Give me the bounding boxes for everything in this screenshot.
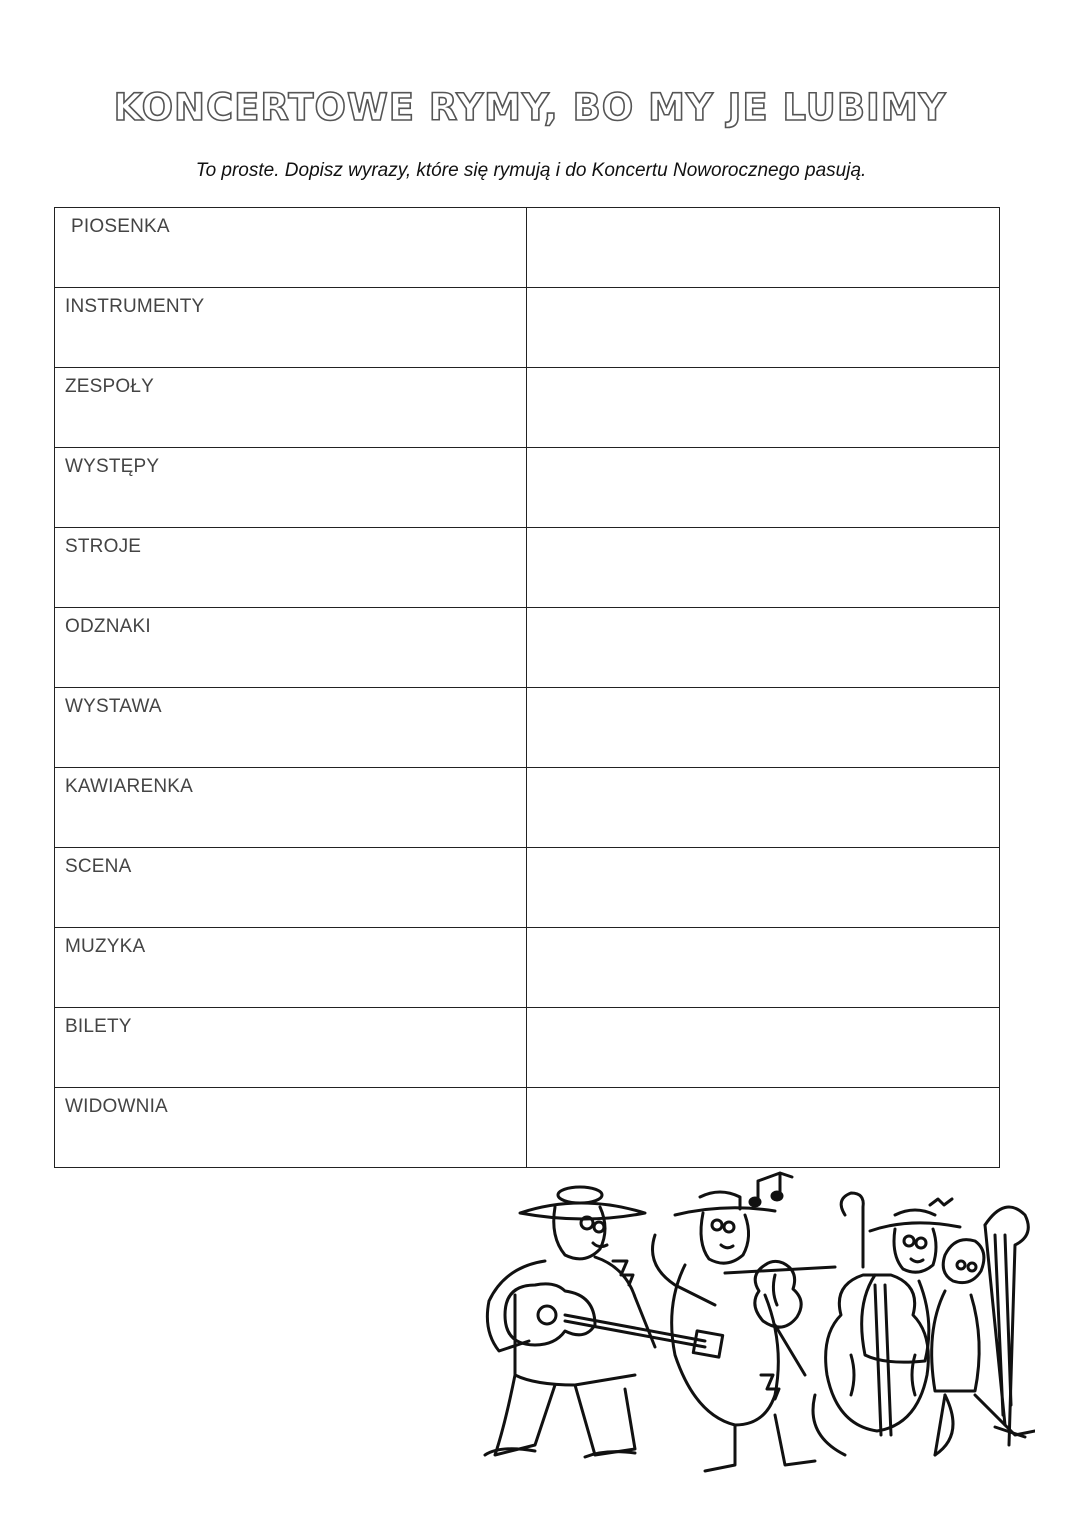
answer-cell[interactable]: [527, 688, 1000, 768]
answer-cell[interactable]: [527, 208, 1000, 288]
table-row: [55, 688, 1000, 768]
word-cell: STROJE: [55, 528, 527, 608]
answer-cell[interactable]: [527, 448, 1000, 528]
music-note-icon: [930, 1199, 952, 1205]
word-cell: WYSTĘPY: [55, 448, 527, 528]
answer-cell[interactable]: [527, 768, 1000, 848]
page-title: KONCERTOWE RYMY, BO MY JE LUBIMY: [113, 86, 947, 129]
table-row: [55, 208, 1000, 288]
answer-cell[interactable]: [527, 928, 1000, 1008]
answer-cell[interactable]: [527, 288, 1000, 368]
answer-cell[interactable]: [527, 1008, 1000, 1088]
word-cell: ODZNAKI: [55, 608, 527, 688]
table-row: [55, 608, 1000, 688]
music-note-icon: [750, 1173, 792, 1206]
word-cell: MUZYKA: [55, 928, 527, 1008]
table-row: [55, 848, 1000, 928]
word-cell: KAWIARENKA: [55, 768, 527, 848]
word-cell: SCENA: [55, 848, 527, 928]
band-musicians-illustration: [475, 1165, 1035, 1485]
harpist-figure: [932, 1207, 1035, 1455]
answer-cell[interactable]: [527, 608, 1000, 688]
table-row: [55, 1008, 1000, 1088]
word-cell: WIDOWNIA: [55, 1088, 527, 1168]
table-row: [55, 928, 1000, 1008]
answer-cell[interactable]: [527, 528, 1000, 608]
word-cell: BILETY: [55, 1008, 527, 1088]
guitarist-figure: [485, 1187, 723, 1457]
instruction-text: To proste. Dopisz wyrazy, które się rymują i do Koncertu Noworocznego pasują.: [195, 160, 867, 181]
table-row: [55, 448, 1000, 528]
violinist-figure: [653, 1192, 836, 1471]
answer-cell[interactable]: [527, 848, 1000, 928]
answer-cell[interactable]: [527, 1088, 1000, 1168]
table-row: [55, 768, 1000, 848]
table-row: [55, 1088, 1000, 1168]
word-cell: INSTRUMENTY: [55, 288, 527, 368]
table-row: [55, 528, 1000, 608]
bassist-figure: [813, 1193, 960, 1455]
table-row: [55, 288, 1000, 368]
answer-cell[interactable]: [527, 368, 1000, 448]
word-cell: PIOSENKA: [55, 208, 527, 288]
table-row: [55, 368, 1000, 448]
word-cell: WYSTAWA: [55, 688, 527, 768]
word-cell: ZESPOŁY: [55, 368, 527, 448]
rhyme-table: [54, 207, 1000, 1168]
